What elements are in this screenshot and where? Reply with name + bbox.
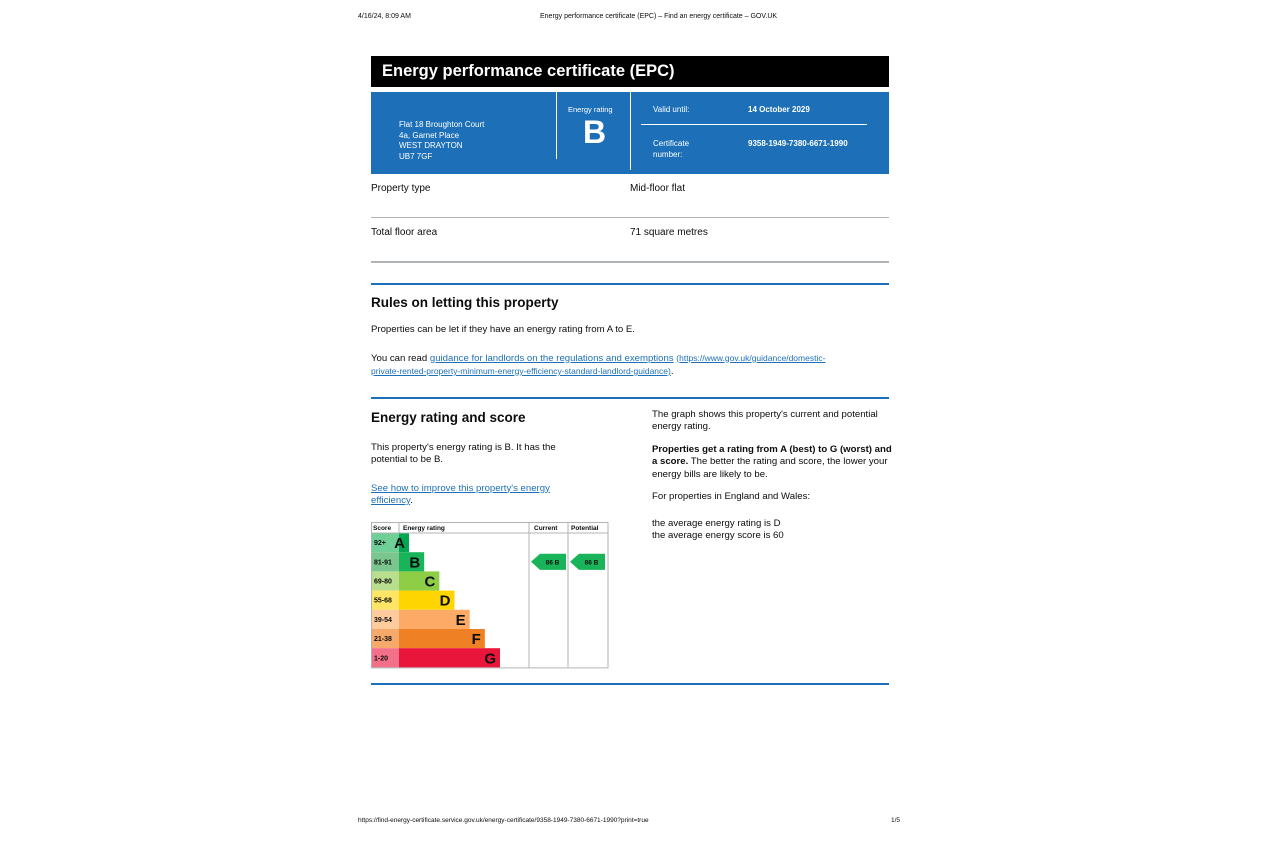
print-page-number: 1/5 <box>891 817 901 824</box>
rating-band-letter: G <box>484 649 496 667</box>
print-url: https://find-energy-certificate.service.gov.uk/energy-certificate/9358-1949-7380-6671-1990?print=true <box>358 817 649 824</box>
column-header: Current <box>534 524 558 532</box>
improve-paragraph <box>371 483 591 508</box>
address-line: WEST DRAYTON <box>399 141 463 150</box>
certificate-number-label: Certificate number: <box>653 139 690 159</box>
column-header: Score <box>373 524 392 532</box>
score-range-label: 1-20 <box>374 654 389 662</box>
landlord-guidance-url-link[interactable]: (https://www.gov.uk/guidance/domestic-private-rented-property-minimum-energy-efficiency-standard-landlord-guidance) <box>371 352 826 376</box>
print-datetime: 4/16/24, 8:09 AM <box>358 13 411 20</box>
energy-rating-section <box>371 399 892 683</box>
average-score: the average energy score is 60 <box>652 530 784 541</box>
letting-rules-heading: Rules on letting this property <box>371 295 559 310</box>
guidance-suffix: . <box>670 366 674 377</box>
rating-band-letter: D <box>439 592 451 610</box>
column-header: Potential <box>571 524 599 532</box>
section-divider <box>371 683 889 685</box>
divider <box>641 124 867 125</box>
improve-efficiency-link[interactable]: See how to improve this property's energy efficiency <box>371 482 550 506</box>
summary-label: Total floor area <box>371 227 438 238</box>
rating-band-letter: F <box>471 630 481 648</box>
rating-explanation <box>652 409 892 543</box>
score-range-label: 55-68 <box>374 597 392 605</box>
improve-suffix: . <box>410 495 413 506</box>
divider <box>630 92 631 170</box>
score-range-label: 81-91 <box>374 558 392 566</box>
summary-value: Mid-floor flat <box>630 183 686 194</box>
energy-rating-label: Energy rating <box>568 105 613 114</box>
rating-band-letter: C <box>424 573 436 590</box>
rating-scale-paragraph <box>652 444 892 482</box>
energy-rating-value: B <box>583 114 607 150</box>
print-page-title: Energy performance certificate (EPC) – Find an energy certificate – GOV.UK <box>540 13 778 20</box>
landlord-guidance-link[interactable]: guidance for landlords on the regulations and exemptions <box>429 352 674 364</box>
rating-paragraph: This property's energy rating is B. It has the potential to be B. <box>371 441 556 465</box>
certificate-title: Energy performance certificate (EPC) <box>371 56 889 87</box>
rating-band-letter: B <box>409 553 421 571</box>
energy-rating-chart <box>371 522 611 670</box>
address-line: Flat 18 Broughton Court <box>399 120 485 129</box>
valid-until-value: 14 October 2029 <box>748 105 810 114</box>
letting-rules-section <box>371 285 889 379</box>
rating-scale-bold: Properties get a rating from A (best) to G (worst) and a score. <box>652 443 892 467</box>
graph-description: The graph shows this property's current and potential energy rating. <box>652 408 878 432</box>
potential-rating-label: 86 B <box>584 558 599 566</box>
certificate-summary-panel <box>371 92 889 174</box>
address-line: 4a, Garnet Place <box>399 130 460 140</box>
column-header: Energy rating <box>403 524 445 532</box>
score-range-label: 92+ <box>374 539 386 547</box>
certificate-number-value: 9358-1949-7380-6671-1990 <box>748 139 848 148</box>
divider <box>556 92 557 159</box>
score-range-label: 69-80 <box>374 578 392 585</box>
region-text: For properties in England and Wales: <box>652 491 811 502</box>
landlord-guidance-paragraph <box>371 352 851 379</box>
average-rating: the average energy rating is D <box>652 517 781 529</box>
property-address <box>399 120 484 162</box>
summary-value: 71 square metres <box>630 227 708 238</box>
summary-row <box>371 174 889 218</box>
summary-label: Property type <box>371 183 431 194</box>
rating-band-letter: E <box>455 611 466 629</box>
energy-rating-heading: Energy rating and score <box>371 409 526 425</box>
summary-row <box>371 218 889 263</box>
letting-rules-text: Properties can be let if they have an energy rating from A to E. <box>371 324 635 335</box>
score-range-label: 39-54 <box>374 616 392 624</box>
rating-band-letter: A <box>394 534 405 552</box>
current-rating-label: 86 B <box>545 558 560 566</box>
address-line: UB7 7GF <box>399 151 433 161</box>
rating-scale-text: The better the rating and score, the lower your energy bills are likely to be. <box>652 456 888 480</box>
epc-page <box>371 56 892 685</box>
guidance-prefix: You can read <box>371 352 430 364</box>
score-range-label: 21-38 <box>374 635 392 643</box>
valid-until-label: Valid until: <box>653 105 690 114</box>
